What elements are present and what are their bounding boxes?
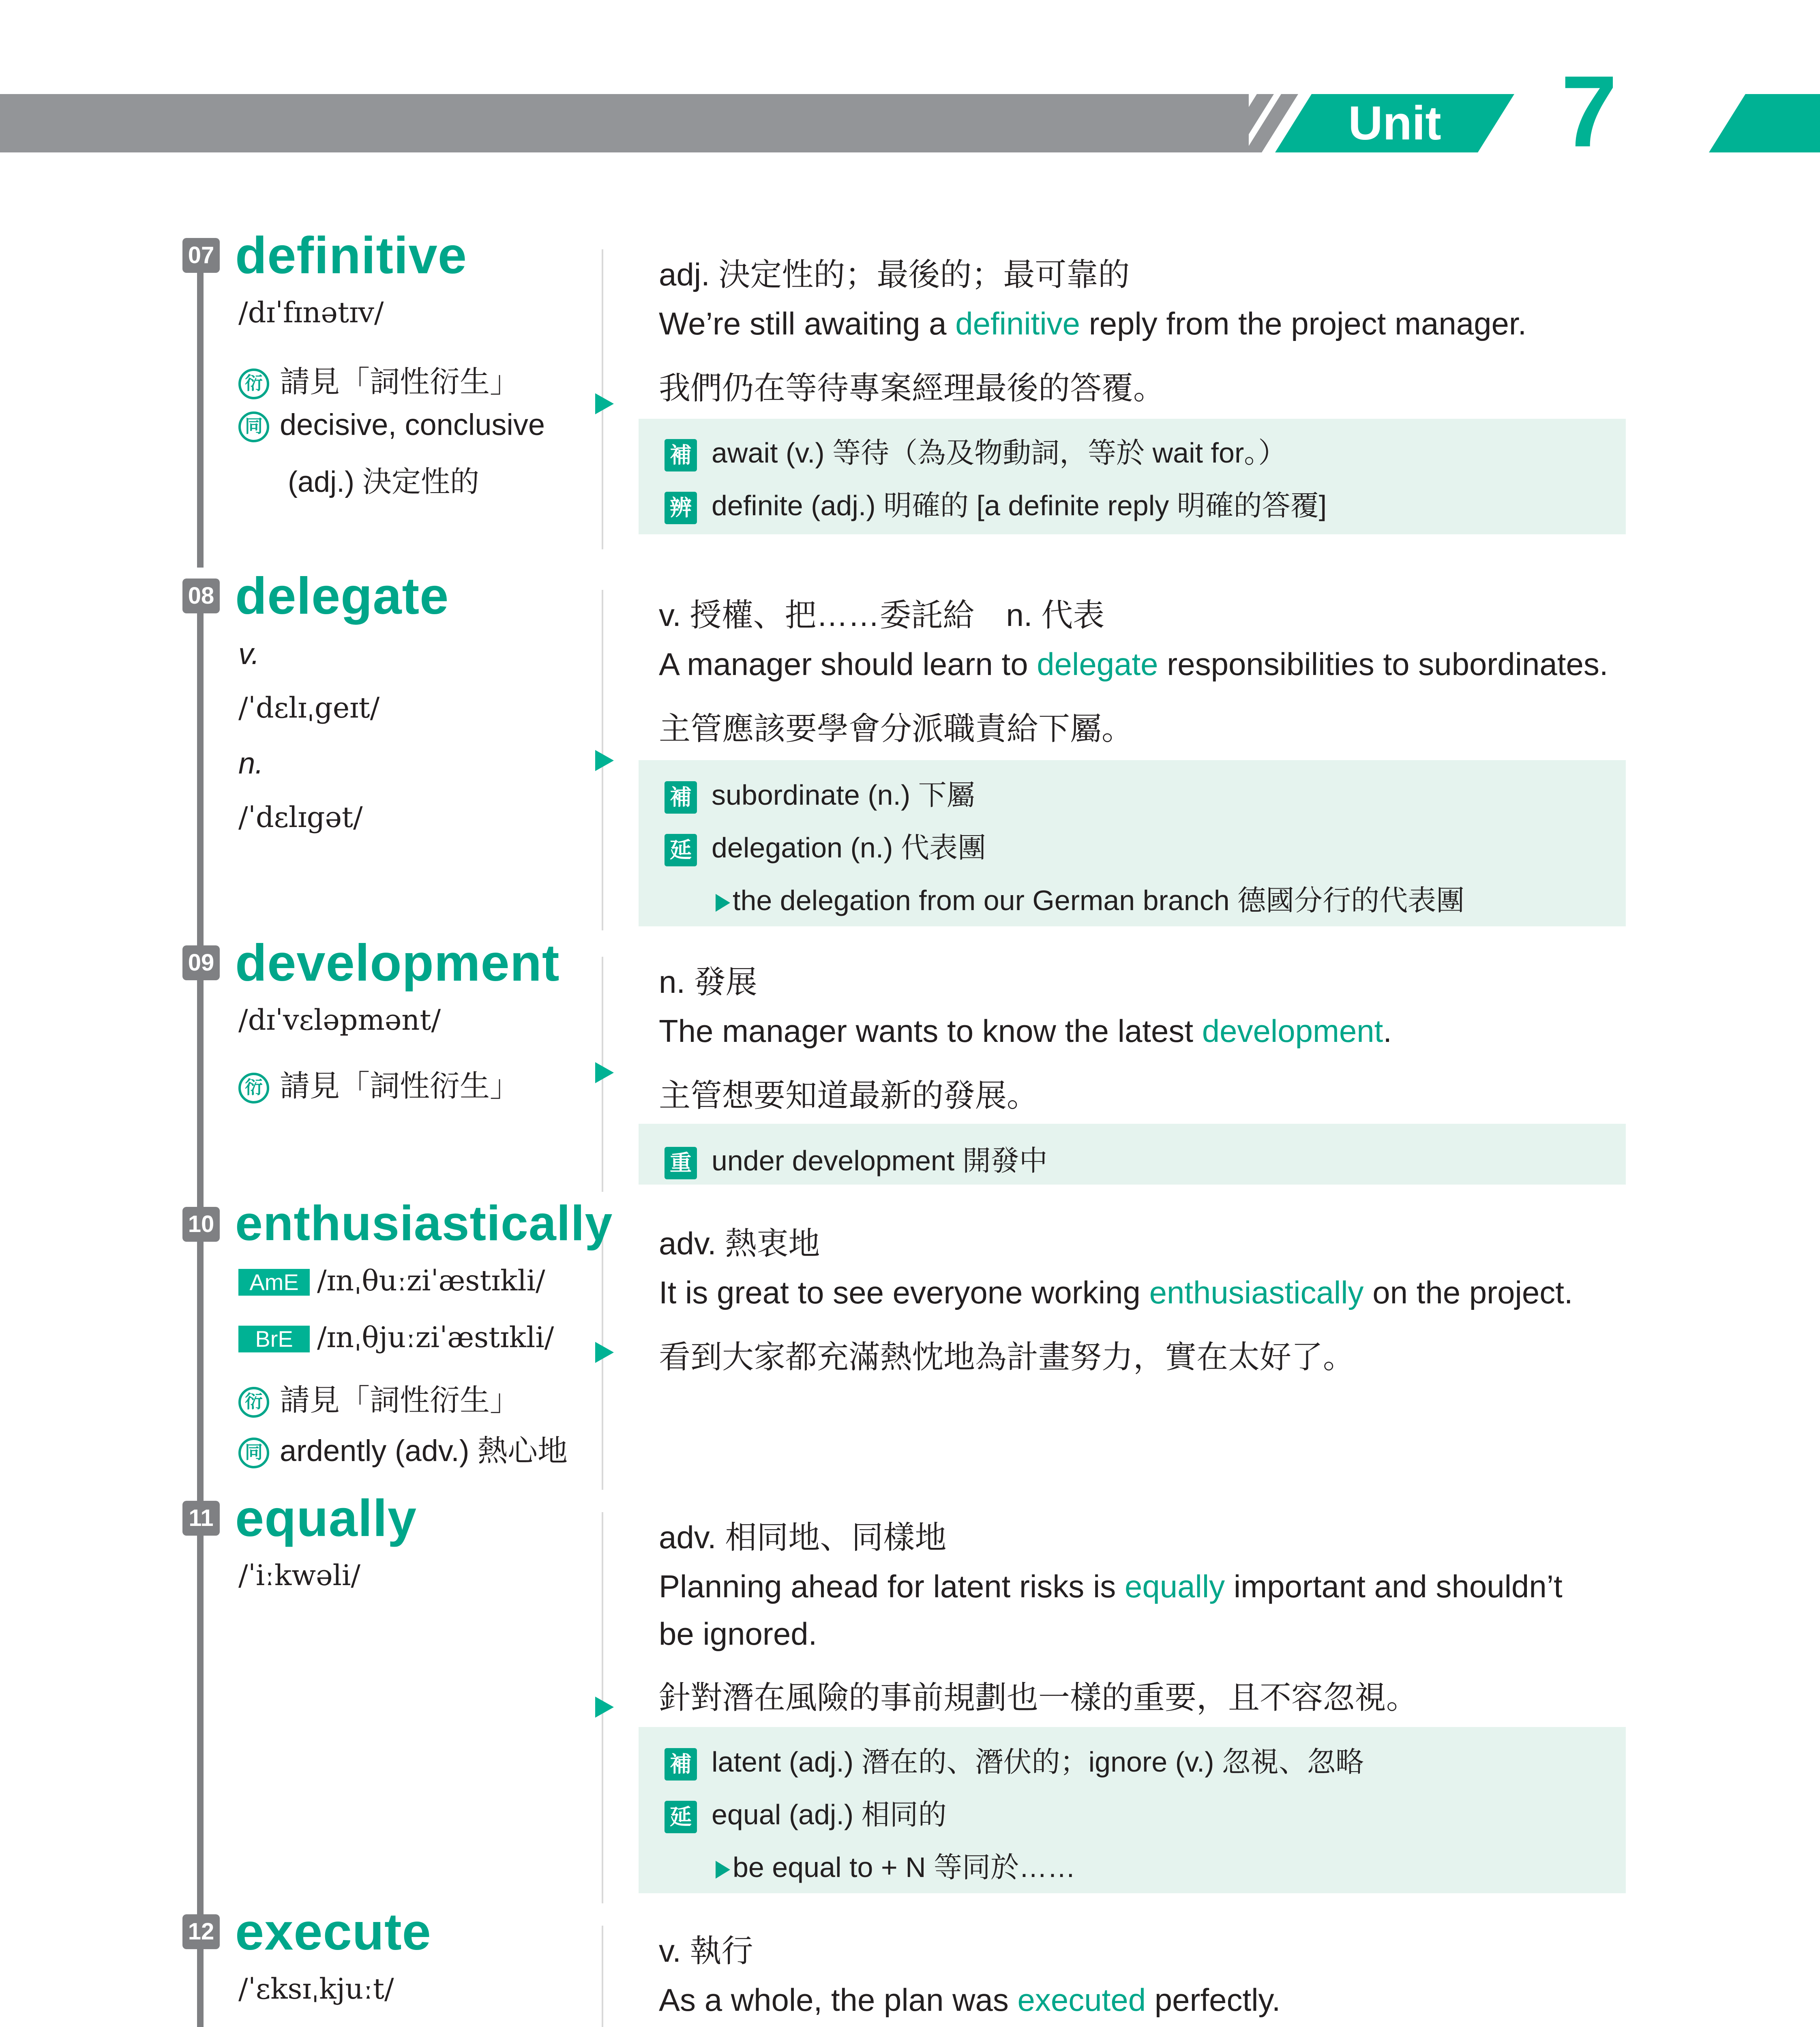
- pronunciation: /ˈɛksɪˌkjuːt/: [238, 1972, 394, 2006]
- ame-tag: AmE: [238, 1269, 310, 1296]
- example-text: reply from the project manager.: [1080, 306, 1527, 341]
- example-text: Planning ahead for latent risks is: [659, 1568, 1125, 1604]
- note-line: [665, 772, 975, 814]
- headword: definitive: [235, 227, 467, 285]
- derivation-icon: 衍: [238, 1073, 269, 1103]
- derivation-row: [238, 358, 520, 401]
- example-text: responsibilities to subordinates.: [1158, 646, 1608, 682]
- synonym-row: [238, 1427, 568, 1470]
- part-of-speech: v. 授權、把……委託給 n. 代表: [659, 597, 1105, 633]
- header-gray-band: [0, 94, 1249, 152]
- part-of-speech: adv. 相同地、同樣地: [659, 1519, 947, 1555]
- note-text: await (v.) 等待（為及物動詞，等於 wait for。）: [712, 437, 1287, 469]
- example-text: As a whole, the plan was: [659, 1982, 1018, 2018]
- pos-label: n.: [238, 746, 264, 780]
- entry-number: 07: [182, 238, 220, 273]
- part-of-speech: adj. 決定性的；最後的；最可靠的: [659, 257, 1130, 292]
- example-text: perfectly.: [1146, 1982, 1281, 2018]
- entry-number: 12: [182, 1914, 220, 1949]
- example-text: .: [1383, 1013, 1392, 1049]
- example-en: [659, 1982, 1280, 2018]
- example-zh: 主管應該要學會分派職責給下屬。: [659, 711, 1134, 746]
- entry-number: 09: [182, 945, 220, 980]
- triangle-marker-icon: [595, 1697, 614, 1718]
- note-line: [665, 1138, 1048, 1179]
- highlighted-word: delegate: [1037, 646, 1158, 682]
- highlighted-word: definitive: [955, 306, 1080, 341]
- note-text: latent (adj.) 潛在的、潛伏的；ignore (v.) 忽視、忽略: [712, 1746, 1364, 1778]
- example-en: [659, 305, 1526, 342]
- pronunciation: /ˈdɛlɪˌgeɪt/: [238, 691, 380, 724]
- bullet-triangle-icon: [716, 1861, 730, 1879]
- derivation-icon: 衍: [238, 1387, 269, 1418]
- left-vertical-bar: [197, 596, 204, 949]
- note-text: equal (adj.) 相同的: [712, 1799, 947, 1830]
- headword: execute: [235, 1903, 431, 1961]
- note-text: subordinate (n.) 下屬: [712, 779, 975, 811]
- pronunciation-ame: [238, 1263, 545, 1297]
- entry-number: 10: [182, 1207, 220, 1242]
- left-vertical-bar: [197, 963, 204, 1210]
- part-of-speech: n. 發展: [659, 964, 757, 1000]
- pronunciation: /ˈdɛlɪgət/: [238, 801, 363, 834]
- synonym-continuation: (adj.) 決定性的: [288, 466, 480, 498]
- derivation-row: [238, 1376, 520, 1419]
- extension-icon: 延: [665, 1801, 697, 1833]
- pronunciation-text: /ɪnˌθuːziˈæstɪkli/: [317, 1264, 545, 1297]
- note-line: [665, 430, 1286, 471]
- note-line: [665, 1792, 947, 1833]
- part-of-speech: v. 執行: [659, 1933, 753, 1969]
- note-line: [665, 1739, 1364, 1781]
- highlighted-word: equally: [1124, 1568, 1225, 1604]
- left-vertical-bar: [197, 1518, 204, 1918]
- example-en: [659, 646, 1608, 683]
- supplement-icon: 補: [665, 781, 697, 814]
- important-icon: 重: [665, 1147, 697, 1179]
- pronunciation: /dɪˈfɪnətɪv/: [238, 296, 384, 329]
- example-en: [659, 1274, 1573, 1311]
- left-vertical-bar: [197, 1224, 204, 1502]
- bre-tag: BrE: [238, 1326, 310, 1352]
- example-text: The manager wants to know the latest: [659, 1013, 1202, 1049]
- example-text: A manager should learn to: [659, 646, 1037, 682]
- example-en: [659, 1568, 1563, 1605]
- example-en-continuation: be ignored.: [659, 1616, 817, 1652]
- example-en: [659, 1013, 1392, 1050]
- left-vertical-bar: [197, 255, 204, 568]
- sub-example: [716, 878, 1464, 919]
- pronunciation: /ˈiːkwəli/: [238, 1559, 360, 1592]
- pronunciation-bre: [238, 1320, 554, 1354]
- example-zh: 我們仍在等待專案經理最後的答覆。: [659, 370, 1165, 406]
- synonym-icon: 同: [238, 1438, 269, 1468]
- example-text: important and shouldn’t: [1225, 1568, 1563, 1604]
- derivation-text: 請見「詞性衍生」: [280, 1069, 520, 1103]
- example-zh: 看到大家都充滿熱忱地為計畫努力，實在太好了。: [659, 1339, 1355, 1375]
- example-text: It is great to see everyone working: [659, 1275, 1149, 1310]
- triangle-marker-icon: [595, 750, 614, 771]
- pos-label: v.: [238, 637, 260, 671]
- highlighted-word: enthusiastically: [1149, 1275, 1364, 1310]
- example-text: on the project.: [1363, 1275, 1573, 1310]
- triangle-marker-icon: [595, 1062, 614, 1083]
- example-zh: 主管想要知道最新的發展。: [659, 1078, 1039, 1113]
- triangle-marker-icon: [595, 393, 614, 414]
- entry-number: 11: [182, 1501, 220, 1536]
- extension-icon: 延: [665, 834, 697, 866]
- entry-number: 08: [182, 579, 220, 613]
- sub-example-text: the delegation from our German branch 德國分行的代表團: [733, 885, 1465, 916]
- note-line: [665, 825, 986, 866]
- note-text: delegation (n.) 代表團: [712, 832, 986, 864]
- note-box: [639, 1124, 1626, 1185]
- supplement-icon: 補: [665, 439, 697, 471]
- part-of-speech: adv. 熱衷地: [659, 1226, 820, 1261]
- sub-example-text: be equal to + N 等同於……: [733, 1851, 1076, 1883]
- note-line: [665, 483, 1327, 524]
- triangle-marker-icon: [595, 1342, 614, 1363]
- unit-label: Unit: [1348, 96, 1441, 150]
- distinguish-icon: 辨: [665, 492, 697, 524]
- derivation-text: 請見「詞性衍生」: [280, 1383, 520, 1417]
- headword: development: [235, 934, 560, 992]
- example-text: We’re still awaiting a: [659, 306, 956, 341]
- supplement-icon: 補: [665, 1748, 697, 1781]
- headword: delegate: [235, 567, 449, 625]
- pronunciation: /dɪˈvɛləpmənt/: [238, 1003, 441, 1037]
- example-zh: 針對潛在風險的事前規劃也一樣的重要，且不容忽視。: [659, 1680, 1418, 1715]
- headword: enthusiastically: [235, 1196, 613, 1251]
- derivation-text: 請見「詞性衍生」: [280, 365, 520, 399]
- derivation-row: [238, 1062, 520, 1105]
- header-accent-tab: [1709, 94, 1820, 152]
- synonym-row: [238, 407, 545, 442]
- highlighted-word: executed: [1017, 1982, 1146, 2018]
- derivation-icon: 衍: [238, 369, 269, 399]
- synonym-icon: 同: [238, 411, 269, 442]
- synonym-text: decisive, conclusive: [280, 408, 545, 441]
- note-text: under development 開發中: [712, 1145, 1048, 1176]
- highlighted-word: development: [1202, 1013, 1383, 1049]
- synonym-text: ardently (adv.) 熱心地: [280, 1434, 568, 1468]
- note-text: definite (adj.) 明確的 [a definite reply 明確的答覆]: [712, 490, 1327, 521]
- bullet-triangle-icon: [716, 894, 730, 912]
- pronunciation-text: /ɪnˌθjuːziˈæstɪkli/: [317, 1321, 554, 1354]
- headword: equally: [235, 1489, 417, 1547]
- unit-number: 7: [1561, 55, 1618, 168]
- divider-line: [602, 1926, 603, 2027]
- sub-example: [716, 1845, 1076, 1886]
- note-box: [639, 419, 1626, 534]
